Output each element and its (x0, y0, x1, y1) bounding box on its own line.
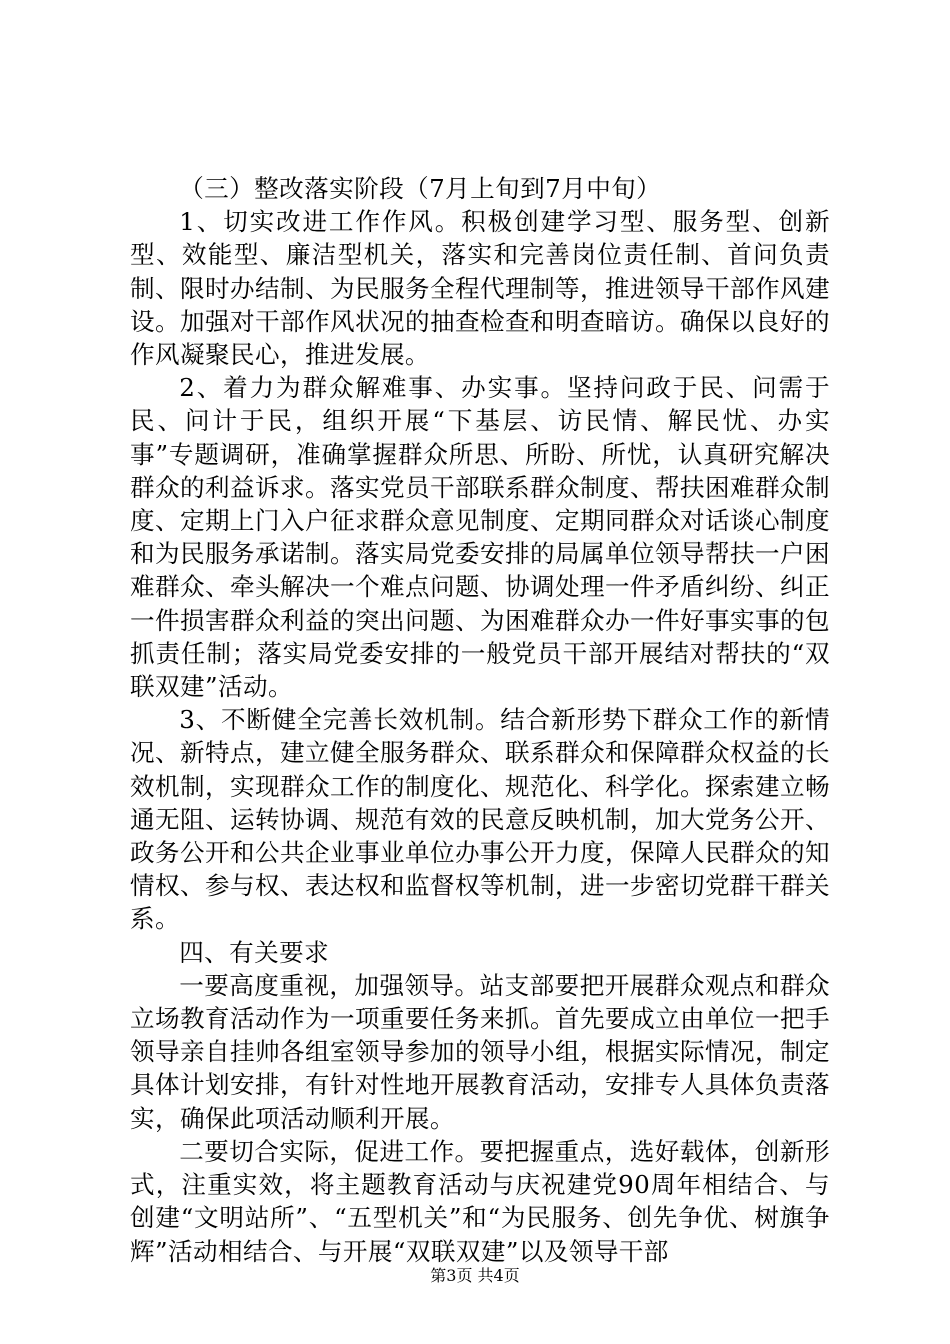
paragraph-combine-reality: 二要切合实际，促进工作。要把握重点，选好载体，创新形式，注重实效，将主题教育活动与庆祝建党90周年相结合、与创建“文明站所”、“五型机关”和“为民服务、创先争优、树旗争辉”活动相结合、与开展“双联双建”以及领导干部 (130, 1136, 830, 1266)
section-heading-rectification: （三）整改落实阶段（7月上旬到7月中旬） (179, 174, 662, 203)
paragraph-improve-work-style: 1、切实改进工作作风。积极创建学习型、服务型、创新型、效能型、廉洁型机关，落实和完善岗位责任制、首问负责制、限时办结制、为民服务全程代理制等，推进领导干部作风建设。加强对干部作风状况的抽查检查和明查暗访。确保以良好的作风凝聚民心，推进发展。 (130, 207, 830, 370)
paragraph-attach-importance: 一要高度重视，加强领导。站支部要把开展群众观点和群众立场教育活动作为一项重要任务来抓。首先要成立由单位一把手领导亲自挂帅各组室领导参加的领导小组，根据实际情况，制定具体计划安排，有针对性地开展教育活动，安排专人具体负责落实，确保此项活动顺利开展。 (130, 970, 830, 1133)
page-number: 第3页 共4页 (430, 1266, 520, 1285)
page-footer (0, 1266, 950, 1286)
paragraph-solve-difficulties: 2、着力为群众解难事、办实事。坚持问政于民、问需于民、问计于民，组织开展“下基层、访民情、解民忧、办实事”专题调研，准确掌握群众所思、所盼、所忧，认真研究解决群众的利益诉求。落实党员干部联系群众制度、帮扶困难群众制度、定期上门入户征求群众意见制度、定期同群众对话谈心制度和为民服务承诺制。落实局党委安排的局属单位领导帮扶一户困难群众、牵头解决一个难点问题、协调处理一件矛盾纠纷、纠正一件损害群众利益的突出问题、为困难群众办一件好事实事的包抓责任制；落实局党委安排的一般党员干部开展结对帮扶的“双联双建”活动。 (130, 373, 830, 702)
section-heading-requirements: 四、有关要求 (179, 937, 330, 967)
paragraph-long-term-mechanism: 3、不断健全完善长效机制。结合新形势下群众工作的新情况、新特点，建立健全服务群众、联系群众和保障群众权益的长效机制，实现群众工作的制度化、规范化、科学化。探索建立畅通无阻、运转协调、规范有效的民意反映机制，加大党务公开、政务公开和公共企业事业单位办事公开力度，保障人民群众的知情权、参与权、表达权和监督权等机制，进一步密切党群干群关系。 (130, 705, 830, 934)
document-body (130, 172, 830, 1268)
